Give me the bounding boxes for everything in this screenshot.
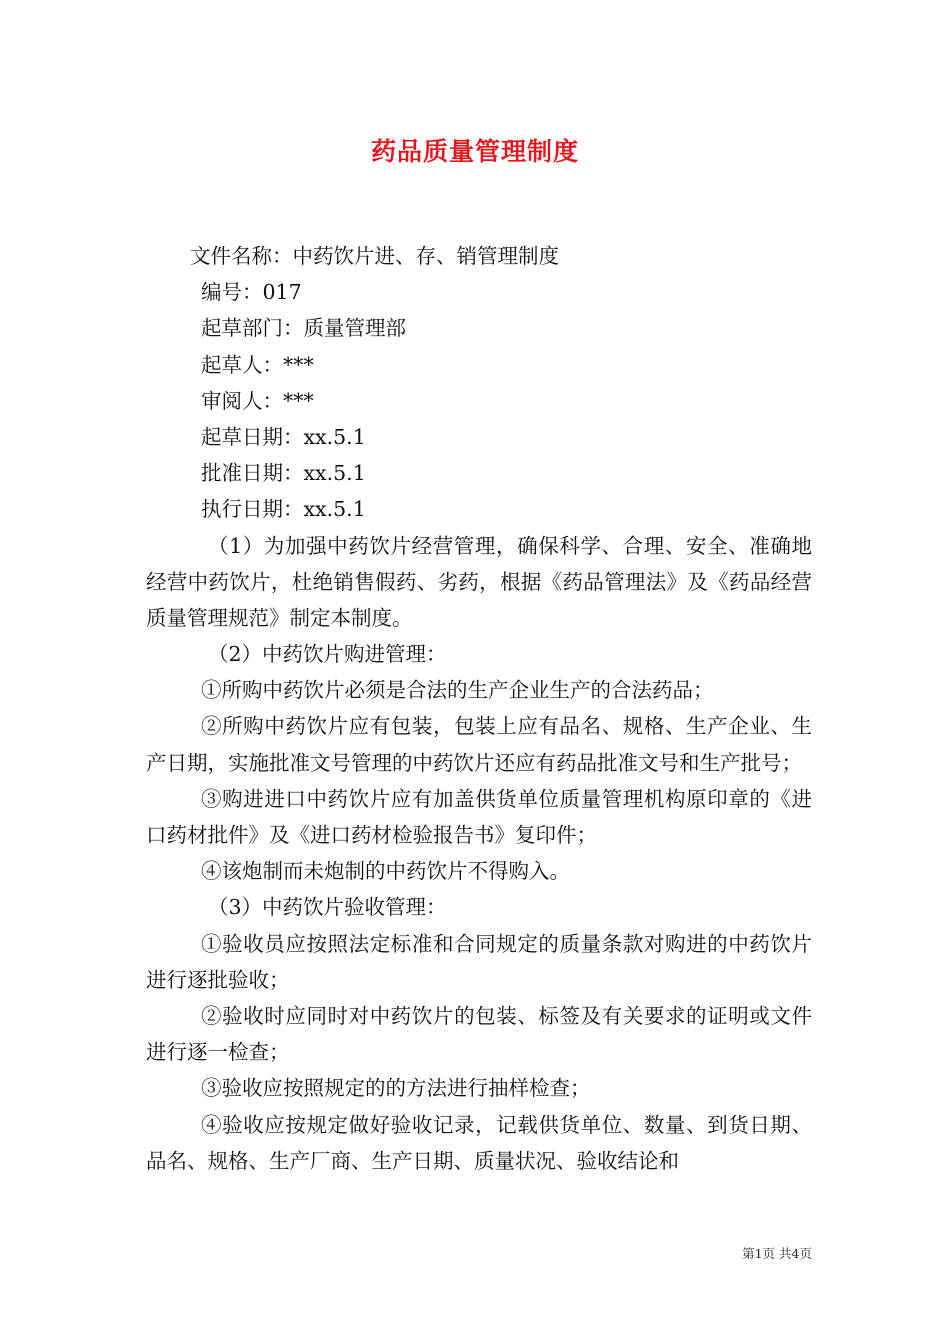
section-3-heading: （3）中药饮片验收管理： [208, 895, 447, 920]
meta-draft-date: 起草日期：xx.5.1 [201, 424, 366, 449]
section-3-item: ①验收员应按照法定标准和合同规定的质量条款对购进的中药饮片进行逐批验收； [146, 931, 812, 992]
document-title: 药品质量管理制度 [370, 137, 579, 166]
section-2-heading: （2）中药饮片购进管理： [208, 642, 447, 667]
section-2-item: ③购进进口中药饮片应有加盖供货单位质量管理机构原印章的《进口药材批件》及《进口药材检验报告书》复印件； [146, 786, 812, 848]
document-body [146, 238, 812, 1179]
section-1-paragraph: （1）为加强中药饮片经营管理，确保科学、合理、安全、准确地经营中药饮片，杜绝销售假药、劣药，根据《药品管理法》及《药品经营质量管理规范》制定本制度。 [146, 533, 812, 630]
meta-drafter: 起草人：*** [201, 352, 314, 377]
meta-number: 编号：017 [201, 280, 302, 305]
section-3-item: ④验收应按规定做好验收记录，记载供货单位、数量、到货日期、品名、规格、生产厂商、生产日期、质量状况、验收结论和 [146, 1112, 812, 1173]
meta-approve-date: 批准日期：xx.5.1 [201, 461, 366, 486]
section-3-item: ②验收时应同时对中药饮片的包装、标签及有关要求的证明或文件进行逐一检查； [146, 1004, 812, 1065]
meta-department: 起草部门：质量管理部 [201, 316, 406, 341]
section-2-item: ④该炮制而未炮制的中药饮片不得购入。 [201, 859, 570, 884]
meta-exec-date: 执行日期：xx.5.1 [201, 497, 366, 522]
page-number: 第1页 共4页 [742, 1246, 812, 1261]
meta-reviewer: 审阅人：*** [201, 388, 314, 413]
section-2-item: ①所购中药饮片必须是合法的生产企业生产的合法药品； [201, 678, 714, 703]
section-3-item: ③验收应按照规定的的方法进行抽样检查； [201, 1076, 591, 1101]
meta-file-name: 文件名称：中药饮片进、存、销管理制度 [190, 244, 559, 268]
section-2-item: ②所购中药饮片应有包装，包装上应有品名、规格、生产企业、生产日期，实施批准文号管理的中药饮片还应有药品批准文号和生产批号； [146, 714, 812, 775]
